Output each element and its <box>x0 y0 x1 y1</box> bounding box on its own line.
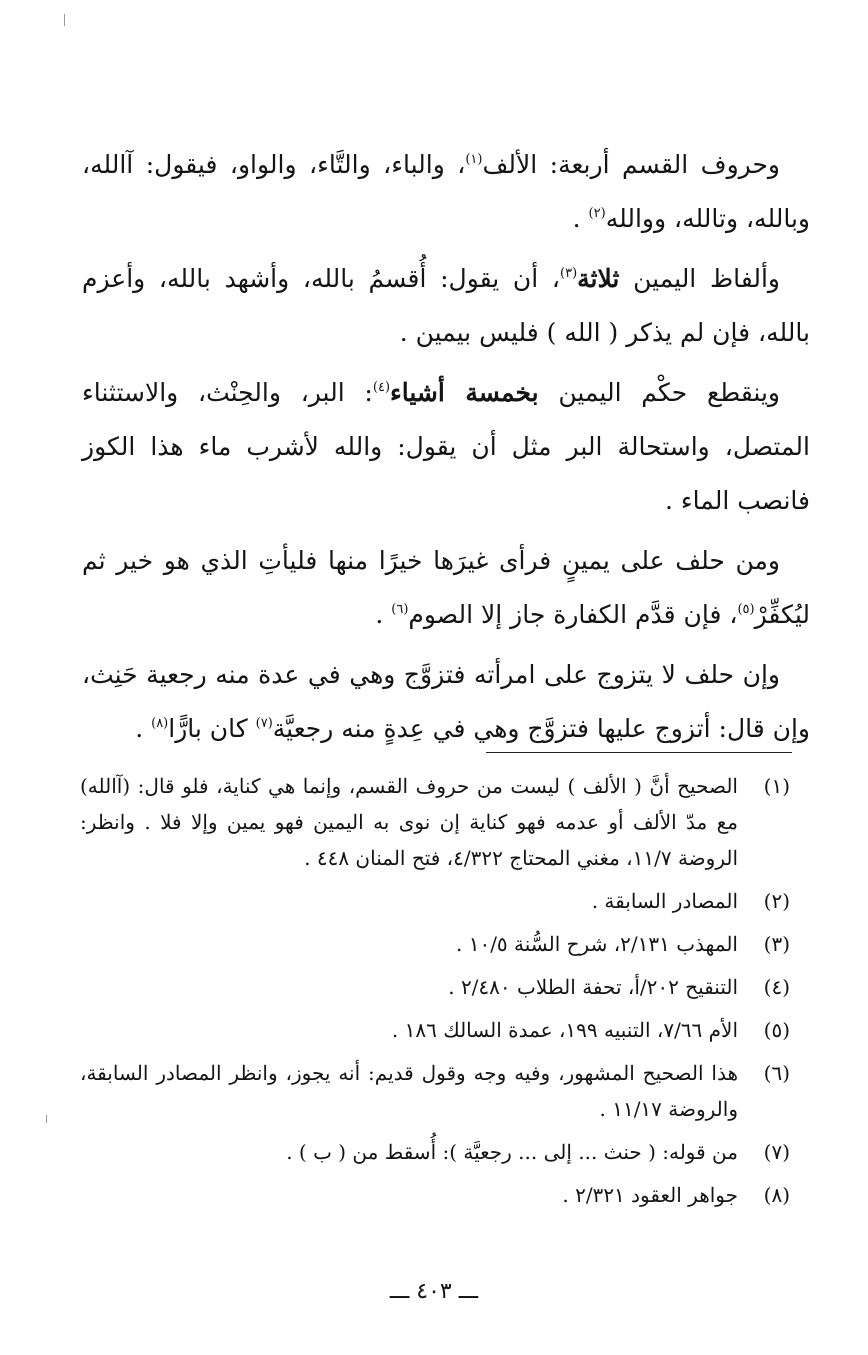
footnote-separator <box>486 752 792 753</box>
footnote-ref[interactable]: (٢) <box>588 206 606 221</box>
footnote-text: المهذب ٢/١٣١، شرح السُّنة ١٠/٥ . <box>455 932 738 956</box>
footnote-item <box>80 768 790 876</box>
footnote-item <box>80 1055 790 1127</box>
footnote-ref[interactable]: (١) <box>465 152 483 167</box>
scan-speck <box>64 14 65 26</box>
footnote-item <box>80 1177 790 1213</box>
footnote-item <box>80 1134 790 1170</box>
footnote-text: جواهر العقود ٢/٣٢١ . <box>562 1183 738 1207</box>
scan-speck <box>46 1115 47 1123</box>
paragraph-oath-letters: وحروف القسم أربعة: الألف$^{(١)}$، والباء، والتَّاء، والواو، فيقول: آالله، وبالله، وتالله، ووالله$^{(٢)}$ . <box>82 150 810 233</box>
footnote-text: هذا الصحيح المشهور، وفيه وجه وقول قديم: أنه يجوز، وانظر المصادر السابقة، والروضة ١١/١٧ . <box>80 1061 738 1121</box>
footnote-number: (٧) <box>763 1140 790 1164</box>
footnotes <box>80 768 790 1220</box>
footnote-number: (٦) <box>763 1061 790 1085</box>
paragraph-marriage-oath: وإن حلف لا يتزوج على امرأته فتزوَّج وهي في عدة منه رجعية حَنِث، وإن قال: أتزوج عليها فتزوَّج وهي في عِدةٍ منه رجعيَّة$^{(٧)}$ كان بارًّا$^{(٨)}$ . <box>82 660 810 743</box>
page-number: ـــ ٤٠٣ ـــ <box>389 1279 479 1304</box>
footnote-number: (٨) <box>763 1183 790 1207</box>
footnote-ref[interactable]: (٧) <box>255 716 273 731</box>
footnote-text: الأم ٧/٦٦، التنبيه ١٩٩، عمدة السالك ١٨٦ . <box>391 1018 738 1042</box>
footnote-number: (٥) <box>763 1018 790 1042</box>
footnote-text: المصادر السابقة . <box>591 889 738 913</box>
footnote-ref[interactable]: (٨) <box>151 716 169 731</box>
footnote-number: (٣) <box>763 932 790 956</box>
footnote-text: التنقيح ٢٠٢/أ، تحفة الطلاب ٢/٤٨٠ . <box>448 975 738 999</box>
footnote-ref[interactable]: (٦) <box>391 602 409 617</box>
footnote-item <box>80 969 790 1005</box>
footnote-text: الصحيح أنَّ ( الألف ) ليست من حروف القسم، وإنما هي كناية، فلو قال: (آالله) مع مدّ الألف أو عدمه فهو كناية إن نوى به اليمين فهو يمين وإلا فلا . وانظر: الروضة ١١/٧، مغني المحتاج ٤/٣٢٢، فتح المنان ٤٤٨ . <box>80 774 738 870</box>
footnote-item <box>80 926 790 962</box>
footnote-item <box>80 883 790 919</box>
footnote-text: من قوله: ( حنث ... إلى ... رجعيَّة ): أُسقط من ( ب ) . <box>286 1140 738 1164</box>
paragraph-oath-words: وألفاظ اليمين ثلاثة$^{(٣)}$، أن يقول: أُقسمُ بالله، وأشهد بالله، وأعزم بالله، فإن لم يذكر ( الله ) فليس بيمين . <box>82 264 810 347</box>
footnote-item <box>80 1012 790 1048</box>
footnote-ref[interactable]: (٣) <box>560 266 578 281</box>
footnote-number: (٢) <box>763 889 790 913</box>
footnote-ref[interactable]: (٥) <box>737 602 755 617</box>
footnote-number: (٤) <box>763 975 790 999</box>
footnote-number: (١) <box>763 774 790 798</box>
footnote-ref[interactable]: (٤) <box>372 380 391 395</box>
main-text <box>82 138 810 756</box>
paragraph-expiation: ومن حلف على يمينٍ فرأى غيرَها خيرًا منها فليأتِ الذي هو خير ثم ليُكفِّرْ$^{(٥)}$، فإن قدَّم الكفارة جاز إلا الصوم$^{(٦)}$ . <box>82 546 810 629</box>
paragraph-oath-termination: وينقطع حكْم اليمين بخمسة أشياء$^{(٤)}$: البر، والحِنْث، والاستثناء المتصل، واستحالة البر مثل أن يقول: والله لأشرب ماء هذا الكوز فانصب الماء . <box>82 378 810 515</box>
